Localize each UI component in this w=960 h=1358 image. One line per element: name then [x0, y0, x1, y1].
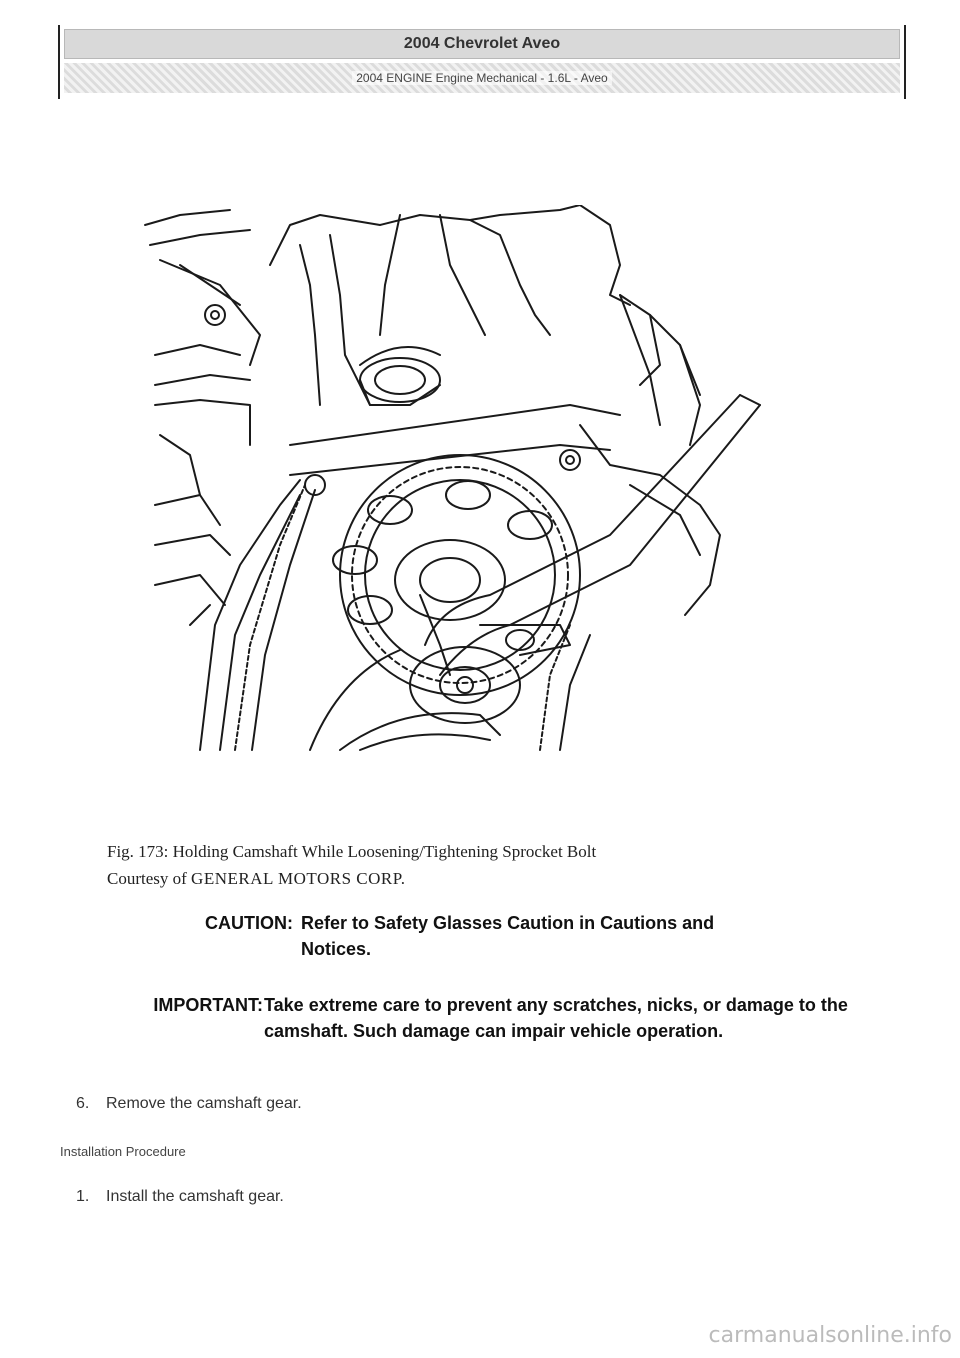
important-text: Take extreme care to prevent any scratches, nicks, or damage to the camshaft. Such damage can impair vehicle operation.: [264, 995, 848, 1041]
header-right-rule: [904, 25, 906, 99]
caution-text-line2: Notices.: [301, 939, 372, 959]
figure-credit-org: GENERAL MOTORS CORP.: [191, 869, 406, 888]
document-title: 2004 Chevrolet Aveo: [64, 29, 900, 59]
page-header: [58, 25, 906, 99]
step-text: Remove the camshaft gear.: [106, 1095, 302, 1112]
camshaft-sprocket-illustration: [140, 205, 780, 755]
caution-note: [0, 910, 960, 970]
figure-caption: Fig. 173: Holding Camshaft While Loosening/Tightening Sprocket Bolt: [107, 842, 597, 861]
step-number: 1.: [76, 1188, 90, 1205]
step-text: Install the camshaft gear.: [106, 1188, 284, 1205]
figure-credit: [107, 865, 867, 892]
header-left-rule: [58, 25, 60, 99]
site-watermark: carmanualsonline.info: [708, 1323, 952, 1348]
document-subtitle: 2004 ENGINE Engine Mechanical - 1.6L - Aveo: [352, 71, 611, 85]
step-number: 6.: [76, 1095, 90, 1112]
important-note: [0, 992, 960, 1072]
caution-label: CAUTION:: [205, 913, 293, 933]
important-label: IMPORTANT:: [153, 995, 263, 1015]
document-subtitle-band: [64, 63, 900, 93]
figure-credit-prefix: Courtesy of: [107, 869, 187, 888]
caution-text-line1: Refer to Safety Glasses Caution in Cautions and: [301, 913, 715, 933]
figure-caption-block: [107, 838, 867, 892]
section-heading: Installation Procedure: [60, 1144, 186, 1159]
